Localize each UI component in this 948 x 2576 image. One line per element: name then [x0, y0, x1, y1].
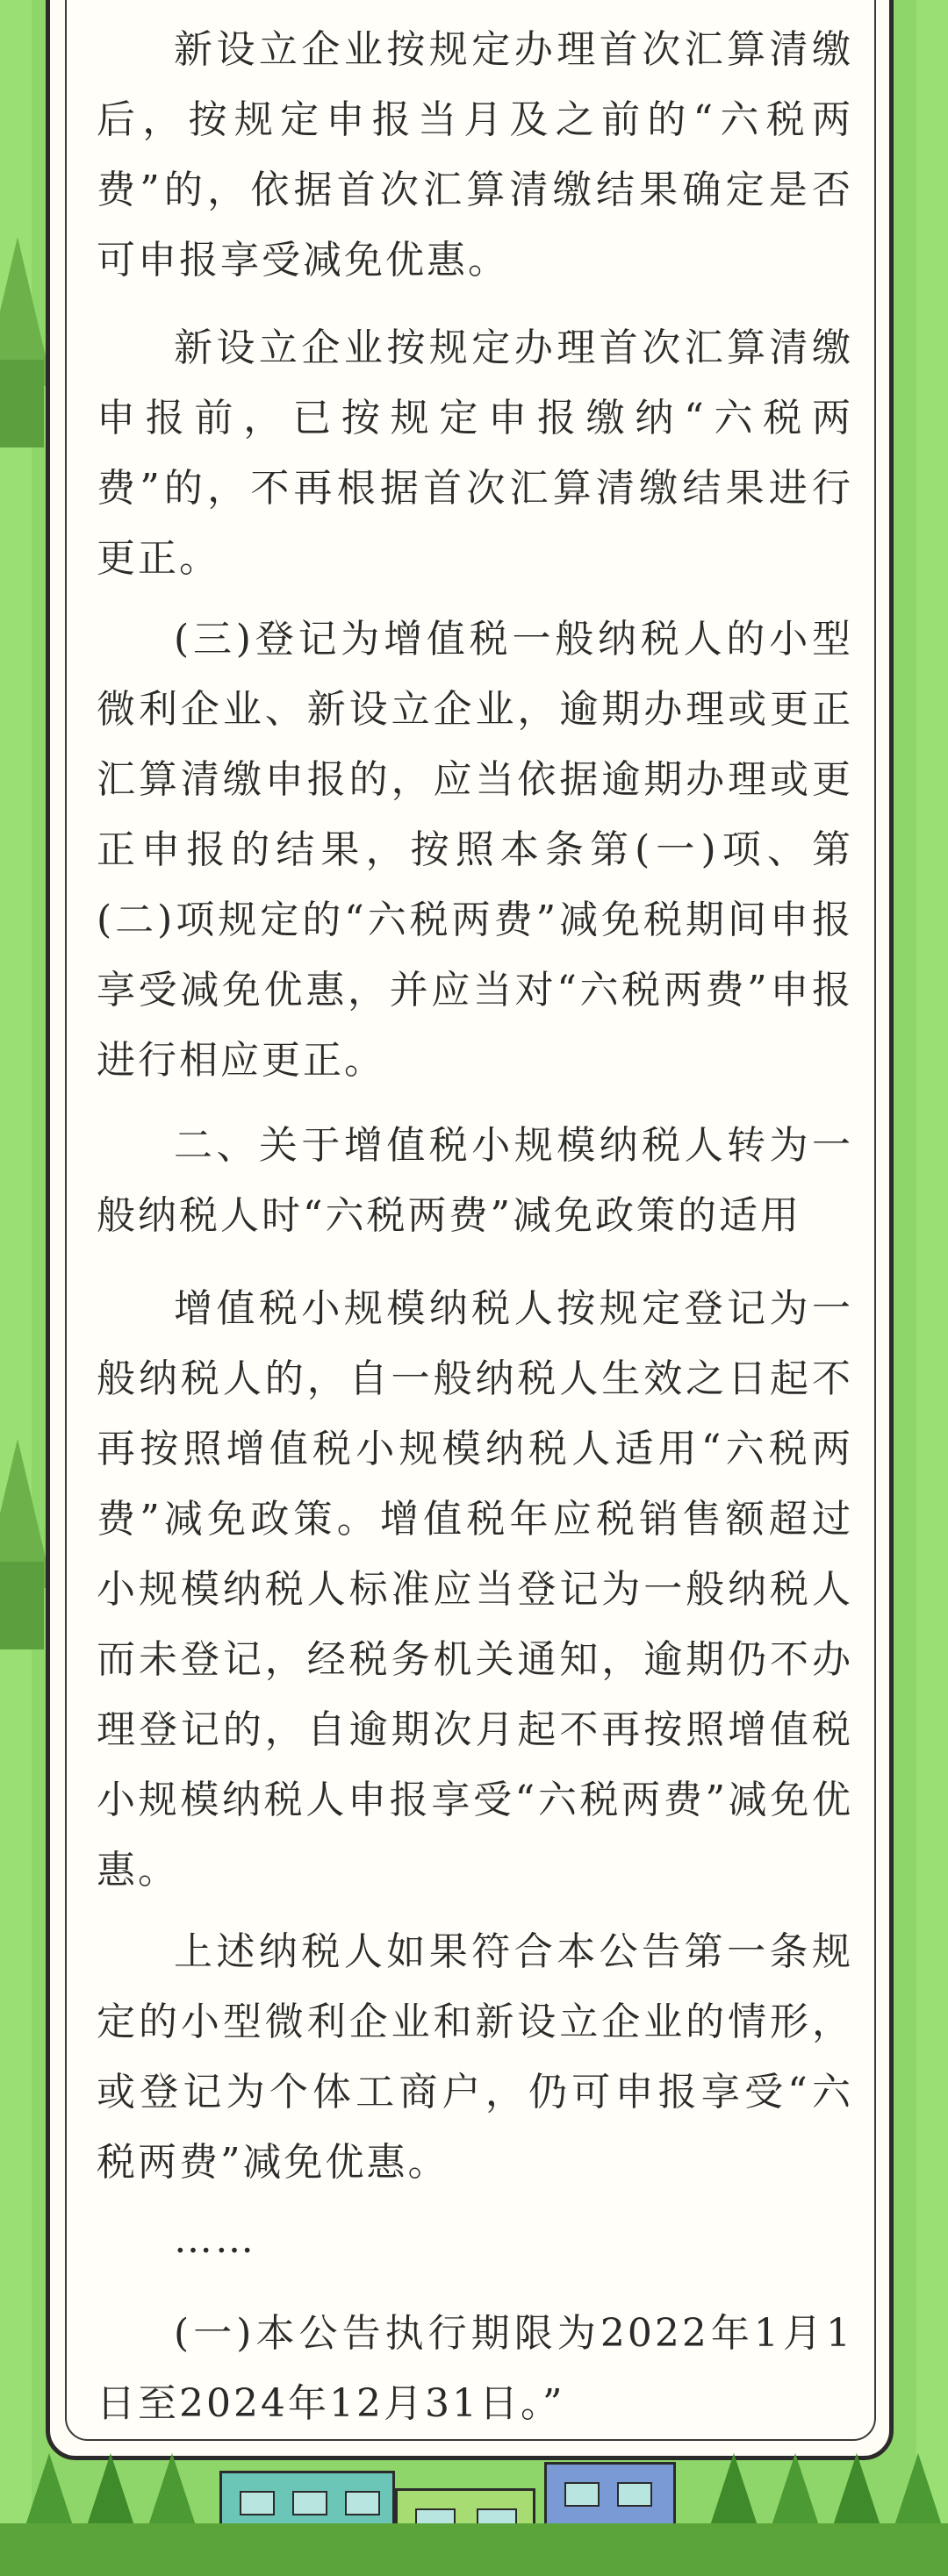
window-icon: [240, 2491, 275, 2515]
paragraph-clause-three: (三)登记为增值税一般纳税人的小型微利企业、新设立企业，逾期办理或更正汇算清缴申报的，应当依据逾期办理或更正申报的结果，按照本条第(一)项、第(二)项规定的“六税两费”减免税期间申报享受减免优惠，并应当对“六税两费”申报进行相应更正。: [97, 617, 853, 1083]
footer-illustration: [0, 2439, 948, 2576]
window-icon: [345, 2491, 380, 2515]
paragraph-effective-period: (一)本公告执行期限为2022年1月1日至2024年12月31日。”: [97, 2311, 853, 2426]
window-icon: [292, 2491, 327, 2515]
window-icon: [564, 2482, 600, 2507]
side-tree-trunk-left-middle: [0, 1562, 44, 1649]
background-stripe-right: [916, 0, 948, 2576]
ground: [0, 2523, 948, 2576]
side-tree-trunk-left-top: [0, 360, 44, 447]
paragraph-prior-filing: 新设立企业按规定办理首次汇算清缴申报前，已按规定申报缴纳“六税两费”的，不再根据首次汇算清缴结果进行更正。: [97, 326, 853, 581]
paragraph-small-scale-taxpayer: 增值税小规模纳税人按规定登记为一般纳税人的，自一般纳税人生效之日起不再按照增值税小规模纳税人适用“六税两费”减免政策。增值税年应税销售额超过小规模纳税人标准应当登记为一般纳税人而未登记，经税务机关通知，逾期仍不办理登记的，自逾期次月起不再按照增值税小规模纳税人申报享受“六税两费”减免优惠。: [97, 1286, 853, 1893]
paragraph-eligibility: 上述纳税人如果符合本公告第一条规定的小型微利企业和新设立企业的情形，或登记为个体工商户，仍可申报享受“六税两费”减免优惠。: [97, 1929, 853, 2185]
section-heading-two: 二、关于增值税小规模纳税人转为一般纳税人时“六税两费”减免政策的适用: [97, 1123, 853, 1238]
paragraph-first-filing: 新设立企业按规定办理首次汇算清缴后，按规定申报当月及之前的“六税两费”的，依据首次汇算清缴结果确定是否可申报享受减免优惠。: [97, 27, 853, 283]
window-icon: [617, 2482, 652, 2507]
ellipsis-text: ……: [174, 2217, 256, 2262]
